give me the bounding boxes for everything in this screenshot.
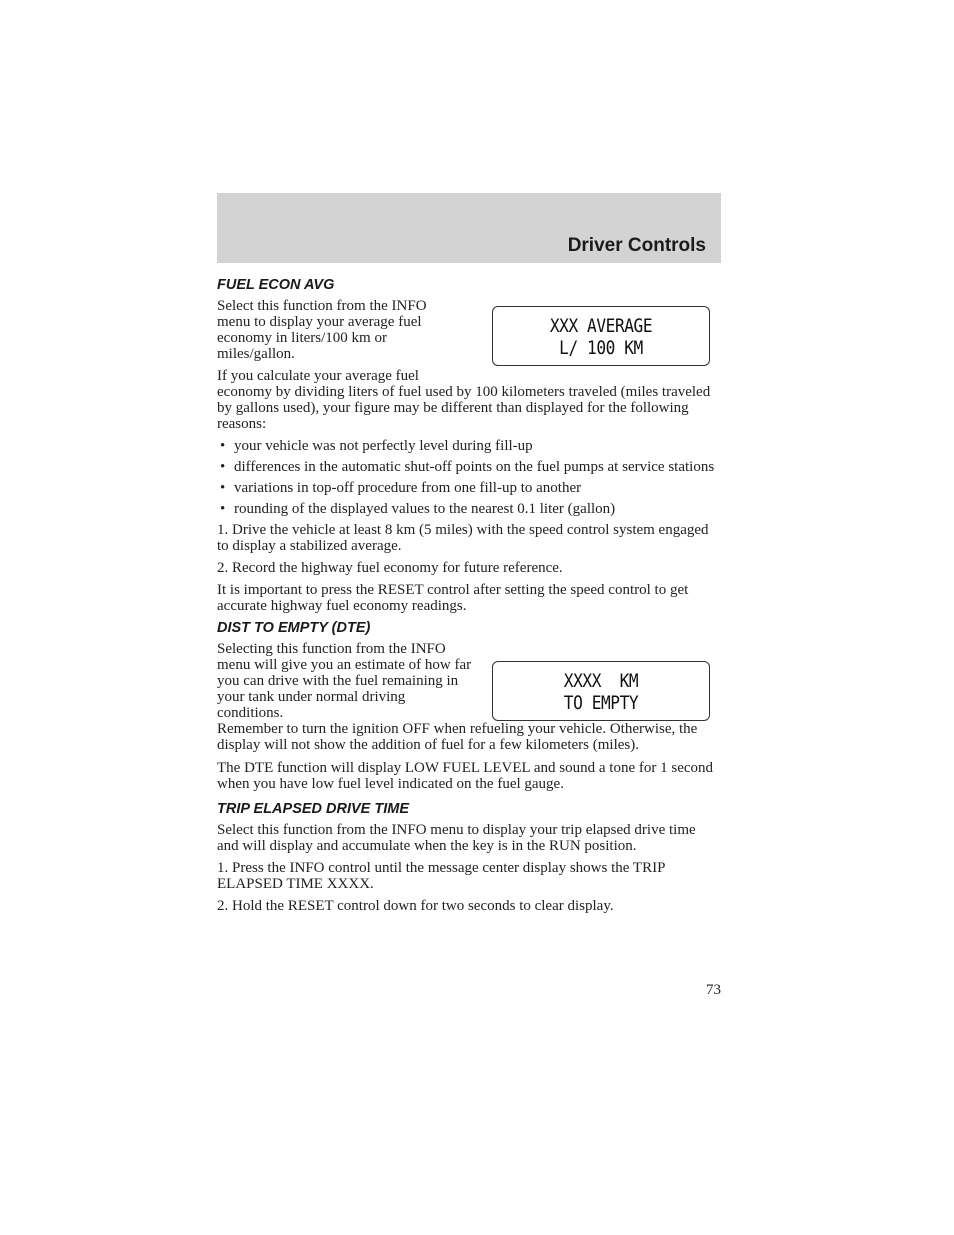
display-line-1: XXXX KM bbox=[563, 670, 639, 692]
fuel-econ-calc-paragraph bbox=[217, 368, 721, 432]
heading-trip-elapsed: TRIP ELAPSED DRIVE TIME bbox=[217, 801, 410, 817]
fuel-econ-intro: Select this function from the INFO menu to display your average fuel economy in liters/100 km or miles/gallon. bbox=[217, 298, 427, 362]
display-line-2: L/ 100 KM bbox=[559, 337, 643, 359]
trip-step-2: 2. Hold the RESET control down for two seconds to clear display. bbox=[217, 898, 614, 914]
reasons-list bbox=[217, 438, 721, 517]
list-item: • rounding of the displayed values to the nearest 0.1 liter (gallon) bbox=[217, 501, 721, 517]
fuel-econ-calc-rest: economy by dividing liters of fuel used by 100 kilometers traveled (miles traveled by gallons used), your figure may be different than displayed for the following reasons: bbox=[217, 384, 711, 432]
fuel-econ-note: It is important to press the RESET control after setting the speed control to get accurate highway fuel economy readings. bbox=[217, 582, 689, 614]
dte-intro: Selecting this function from the INFO menu will give you an estimate of how far you can drive with the fuel remaining in your tank under normal driving conditions. bbox=[217, 641, 472, 721]
trip-intro: Select this function from the INFO menu to display your trip elapsed drive time and will display and accumulate when the key is in the RUN position. bbox=[217, 822, 696, 854]
display-line-1: XXX AVERAGE bbox=[549, 315, 653, 337]
fuel-econ-step-2: 2. Record the highway fuel economy for future reference. bbox=[217, 560, 563, 576]
header-band bbox=[217, 193, 721, 263]
fuel-econ-calc-start: If you calculate your average fuel bbox=[217, 368, 419, 384]
page-content bbox=[217, 276, 721, 920]
fuel-econ-step-1: 1. Drive the vehicle at least 8 km (5 miles) with the speed control system engaged to display a stabilized average. bbox=[217, 522, 709, 554]
heading-fuel-econ-avg: FUEL ECON AVG bbox=[217, 277, 335, 293]
display-line-2: TO EMPTY bbox=[563, 692, 639, 714]
list-item: • your vehicle was not perfectly level during fill-up bbox=[217, 438, 721, 454]
dte-refuel-note: Remember to turn the ignition OFF when refueling your vehicle. Otherwise, the display will not show the addition of fuel for a few kilometers (miles). bbox=[217, 721, 698, 753]
list-item: • variations in top-off procedure from one fill-up to another bbox=[217, 480, 721, 496]
page-number: 73 bbox=[706, 982, 721, 998]
list-item: • differences in the automatic shut-off points on the fuel pumps at service stations bbox=[217, 459, 721, 475]
dte-low-fuel: The DTE function will display LOW FUEL LEVEL and sound a tone for 1 second when you have low fuel level indicated on the fuel gauge. bbox=[217, 760, 714, 792]
heading-dist-to-empty: DIST TO EMPTY (DTE) bbox=[217, 620, 371, 636]
trip-step-1: 1. Press the INFO control until the message center display shows the TRIP ELAPSED TIME XXXX. bbox=[217, 860, 665, 892]
section-title: Driver Controls bbox=[567, 235, 706, 256]
